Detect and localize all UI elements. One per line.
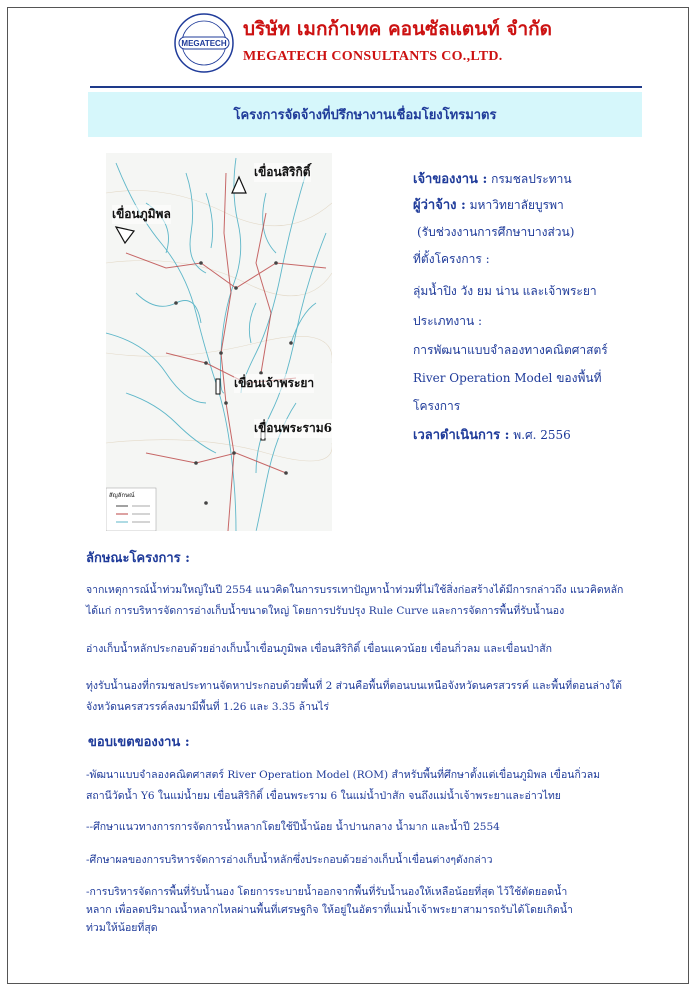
period-value: พ.ศ. 2556 bbox=[513, 428, 571, 442]
project-title: โครงการจัดจ้างที่ปรึกษางานเชื่อมโยงโทรมาตร bbox=[233, 108, 497, 123]
employer-note: (รับช่วงงานการศึกษาบางส่วน) bbox=[417, 225, 575, 239]
type-line-1: การพัฒนาแบบจำลองทางคณิตศาสตร์ bbox=[413, 343, 608, 357]
employer-value: มหาวิทยาลัยบูรพา bbox=[469, 198, 564, 212]
logo-text: MEGATECH bbox=[181, 39, 227, 48]
header-rule bbox=[90, 86, 642, 88]
owner-label: เจ้าของงาน : bbox=[413, 172, 488, 187]
text-line: สถานีวัดน้ำ Y6 ในแม่น้ำยม เขื่อนสิริกิติ์ เขื่อนพระราม 6 ในแม่น้ำป่าสัก จนถึงแม่น้ำเจ้าพระยาและอ่าวไทย bbox=[86, 790, 561, 802]
employer-label: ผู้ว่าจ้าง : bbox=[413, 198, 466, 213]
owner-value: กรมชลประทาน bbox=[491, 172, 572, 186]
chaophraya-dam-marker bbox=[216, 379, 220, 394]
text-line: หลาก เพื่อลดปริมาณน้ำหลากไหลผ่านพื้นที่เศรษฐกิจ ให้อยู่ในอัตราที่แม่น้ำเจ้าพระยาสามารถรับได้โดยเกิดน้ำ bbox=[86, 904, 573, 916]
chaophraya-dam-label: เขื่อนเจ้าพระยา bbox=[234, 374, 314, 393]
text-line: จากเหตุการณ์น้ำท่วมใหญ่ในปี 2554 แนวคิดในการบรรเทาปัญหาน้ำท่วมที่ไม่ใช้สิ่งก่อสร้างได้มีการกล่าวถึง แนวคิดหลัก bbox=[86, 584, 624, 596]
location-label: ที่ตั้งโครงการ : bbox=[413, 252, 490, 266]
scope-item-1 bbox=[86, 766, 656, 805]
text-line: จังหวัดนครสวรรค์ลงมามีพื้นที่ 1.26 และ 3.35 ล้านไร่ bbox=[86, 701, 330, 713]
text-line: -การบริหารจัดการพื้นที่รับน้ำนอง โดยการระบายน้ำออกจากพื้นที่รับน้ำนองให้เหลือน้อยที่สุด ไว้ใช้ตัดยอดน้ำ bbox=[86, 886, 568, 898]
text-line: -พัฒนาแบบจำลองคณิตศาสตร์ River Operation Model (ROM) สำหรับพื้นที่ศึกษาตั้งแต่เขื่อนภูมิพล เขื่อนกิ่วลม bbox=[86, 769, 601, 781]
characteristics-paragraph-3 bbox=[86, 677, 656, 716]
bhumibol-dam-label: เขื่อนภูมิพล bbox=[112, 205, 171, 224]
text-line: ท่วมให้น้อยที่สุด bbox=[86, 922, 158, 934]
period-row bbox=[413, 424, 683, 445]
company-logo bbox=[173, 12, 235, 74]
scope-item-2: --ศึกษาแนวทางการการจัดการน้ำหลากโดยใช้ปีน้ำน้อย น้ำปานกลาง น้ำมาก และน้ำปี 2554 bbox=[86, 821, 500, 833]
rama6-dam-label: เขื่อนพระราม6 bbox=[254, 419, 332, 438]
period-label: เวลาดำเนินการ : bbox=[413, 428, 510, 443]
scope-item-3: -ศึกษาผลของการบริหารจัดการอ่างเก็บน้ำหลักซึ่งประกอบด้วยอ่างเก็บน้ำเขื่อนต่างๆดังกล่าว bbox=[86, 854, 493, 866]
location-value: ลุ่มน้ำปิง วัง ยม น่าน และเจ้าพระยา bbox=[413, 284, 597, 298]
text-line: ทุ่งรับน้ำนองที่กรมชลประทานจัดหาประกอบด้วยพื้นที่ 2 ส่วนคือพื้นที่ตอนบนเหนือจังหวัดนครสวรรค์ และพื้นที่ตอนล่างใต้ bbox=[86, 680, 622, 692]
characteristics-paragraph-1 bbox=[86, 581, 656, 620]
owner-row bbox=[413, 168, 683, 189]
characteristics-paragraph-2: อ่างเก็บน้ำหลักประกอบด้วยอ่างเก็บน้ำเขื่อนภูมิพล เขื่อนสิริกิติ์ เขื่อนแควน้อย เขื่อนกิ่วลม และเขื่อนป่าสัก bbox=[86, 643, 553, 655]
project-title-banner bbox=[88, 92, 642, 137]
type-line-2: River Operation Model ของพื้นที่ bbox=[413, 371, 602, 385]
sirikit-dam-label: เขื่อนสิริกิติ์ bbox=[254, 163, 311, 182]
map-legend bbox=[106, 488, 156, 531]
company-name-english: MEGATECH CONSULTANTS CO.,LTD. bbox=[243, 49, 503, 64]
type-label: ประเภทงาน : bbox=[413, 314, 483, 328]
employer-row bbox=[413, 194, 683, 215]
scope-title: ขอบเขตของงาน : bbox=[88, 735, 190, 750]
text-line: ได้แก่ การบริหารจัดการอ่างเก็บน้ำขนาดใหญ่ โดยการปรับปรุง Rule Curve และการจัดการพื้นที่รับน้ำนอง bbox=[86, 605, 565, 617]
map-legend-title: สัญลักษณ์ bbox=[109, 492, 135, 499]
type-line-3: โครงการ bbox=[413, 399, 461, 413]
project-map bbox=[106, 153, 332, 531]
company-name-thai: บริษัท เมกก้าเทค คอนซัลแตนท์ จำกัด bbox=[243, 18, 552, 40]
characteristics-title: ลักษณะโครงการ : bbox=[86, 551, 190, 566]
scope-item-4 bbox=[86, 883, 656, 937]
